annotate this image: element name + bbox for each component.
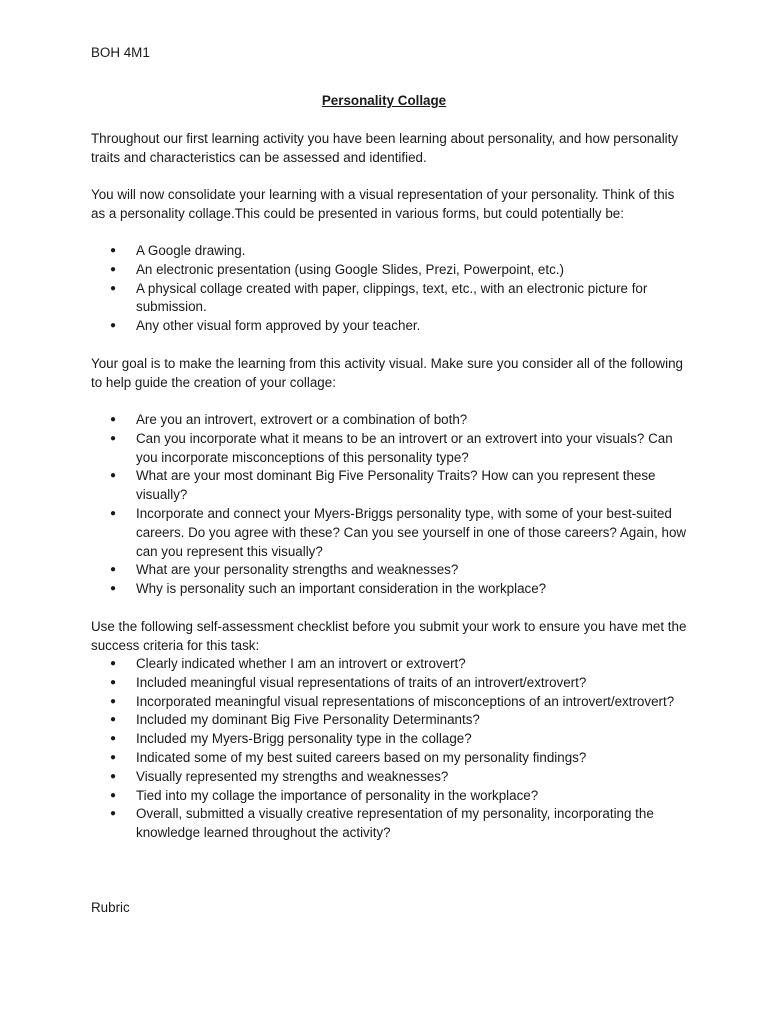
list-item: ● An electronic presentation (using Google Slides, Prezi, Powerpoint, etc.) [110,261,690,280]
list-item: ● A Google drawing. [110,242,690,261]
list-item: ● Incorporated meaningful visual representations of misconceptions of an introvert/extrovert? [110,693,690,712]
consolidate-paragraph: You will now consolidate your learning with a visual representation of your personality. Think of this as a personality collage.This could be presented in various forms, but could potentially be: [91,187,675,221]
list-item: ● Visually represented my strengths and weaknesses? [110,768,690,787]
page-title: Personality Collage [321,93,447,108]
list-item: ● Can you incorporate what it means to be an introvert or an extrovert into your visuals? Can you incorporate misconceptions of this personality type? [110,430,690,468]
goal-paragraph: Your goal is to make the learning from this activity visual. Make sure you consider all of the following to help guide the creation of your collage: [91,356,683,390]
list-item: ● Incorporate and connect your Myers-Briggs personality type, with some of your best-suited careers. Do you agree with these? Can you see yourself in one of those careers? Again, how can you represent this visually? [110,505,690,561]
list-item: ● Tied into my collage the importance of personality in the workplace? [110,787,690,806]
list-item: ● What are your most dominant Big Five Personality Traits? How can you represent these visually? [110,467,690,505]
guiding-questions-list [110,411,690,599]
presentation-forms-list [110,242,690,336]
intro-paragraph: Throughout our first learning activity you have been learning about personality, and how personality traits and characteristics can be assessed and identified. [91,131,679,165]
list-item: ● Are you an introvert, extrovert or a combination of both? [110,411,690,430]
course-code: BOH 4M1 [91,45,150,60]
list-item: ● A physical collage created with paper, clippings, text, etc., with an electronic picture for submission. [110,280,690,318]
checklist-paragraph: Use the following self-assessment checklist before you submit your work to ensure you have met the success criteria for this task: [91,619,687,653]
list-item: ● Included meaningful visual representations of traits of an introvert/extrovert? [110,674,690,693]
list-item: ● Overall, submitted a visually creative representation of my personality, incorporating the knowledge learned throughout the activity? [110,805,690,843]
list-item: ● Included my dominant Big Five Personality Determinants? [110,711,690,730]
list-item: ● What are your personality strengths and weaknesses? [110,561,690,580]
list-item: ● Any other visual form approved by your teacher. [110,317,690,336]
list-item: ● Clearly indicated whether I am an introvert or extrovert? [110,655,690,674]
list-item: ● Indicated some of my best suited careers based on my personality findings? [110,749,690,768]
list-item: ● Included my Myers-Brigg personality type in the collage? [110,730,690,749]
list-item: ● Why is personality such an important consideration in the workplace? [110,580,690,599]
self-assessment-checklist [110,655,690,843]
rubric-heading: Rubric [91,900,130,915]
